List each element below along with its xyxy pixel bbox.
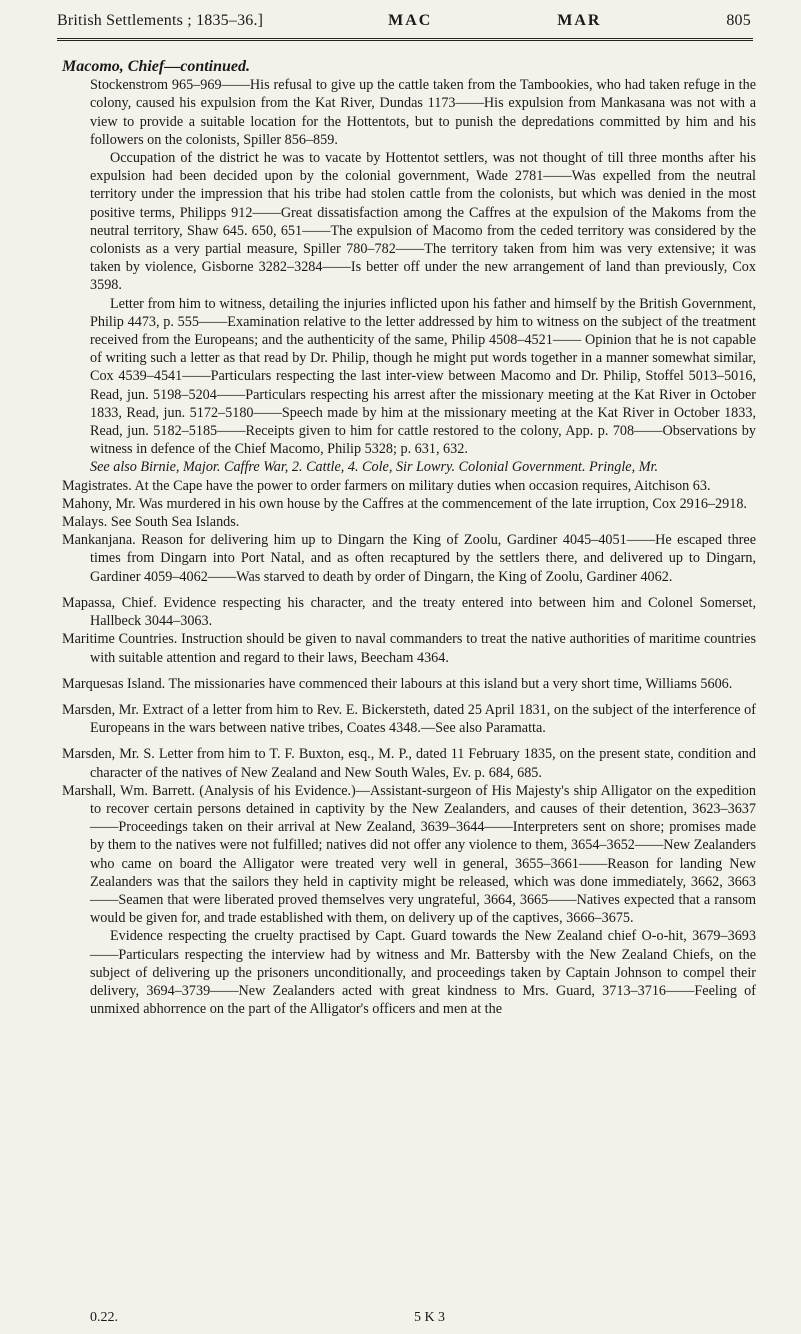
entry-paragraph: Letter from him to witness, detailing the injuries inflicted upon his father and himself by the British Government, Philip 4473, p. 555——Examination relative to the letter addressed by him to witness on the subject of the treatment received from the Europeans; and the authenticity of the same, Philip 4508–4521—— Opinion that he is not capable of writing such a letter as that read by Dr. Philip, though he might put words together in a manner somewhat similar, Cox 4539–4541——Particulars respecting the last inter-view between Macomo and Dr. Philip, Stoffel 5013–5016, Read, jun. 5198–5204——Particulars respecting his arrest after the missionary meeting at the Kat River in October 1833, Read, jun. 5172–5180——Speech made by him at the missionary meeting at the Kat River in October 1833, Read, jun. 5182–5185——Receipts given to him for cattle restored to the colony, App. p. 708——Observations by witness in defence of the Chief Macomo, Philip 5328; p. 631, 632. <box>90 295 756 458</box>
spacer <box>62 586 756 594</box>
header-catchword-right: MAR <box>557 12 602 29</box>
header-title: British Settlements ; 1835–36.] <box>57 12 264 29</box>
index-entry: Marquesas Island. The missionaries have commenced their labours at this island but a very short time, Williams 5606. <box>62 675 733 692</box>
entry-paragraph: Occupation of the district he was to vacate by Hottentot settlers, was not thought of till three months after his expulsion had been decided upon by the colonial government, Wade 2781——Was expelled from the neutral territory under the impression that his tribe had stolen cattle from the colonists, but which was denied in the most positive terms, Philipps 912——Great dissatisfaction among the Caffres at the expulsion of the Makoms from the neutral territory, Shaw 645. 650, 651——The expulsion of Macomo from the ceded territory was considered by the colonists as a very partial measure, Spiller 780–782——The territory taken from him was very extensive; it was taken by violence, Gisborne 3282–3284——Is better off under the new arrangement of land than previously, Cox 3598. <box>90 150 756 294</box>
signature-mark: 5 K 3 <box>413 1310 446 1325</box>
index-entry: Mapassa, Chief. Evidence respecting his character, and the treaty entered into between him and Colonel Somerset, Hallbeck 3044–3063. <box>62 594 756 630</box>
entry-paragraph: Evidence respecting the cruelty practised by Capt. Guard towards the New Zealand chief O-o-hit, 3679–3693——Particulars respecting the interview had by witness and Mr. Battersby with the New Zealand Chiefs, on the subject of delivering up the prisoners unconditionally, and proceedings taken by Captain Johnson to compel their delivery, 3694–3739——New Zealanders acted with great kindness to Mrs. Guard, 3713–3716——Feeling of unmixed abhorrence on the part of the Alligator's officers and men at the <box>90 928 756 1018</box>
index-entry: Maritime Countries. Instruction should be given to naval commanders to treat the native authorities of maritime countries with suitable attention and regard to their laws, Beecham 4364. <box>62 631 756 666</box>
running-header <box>57 12 751 30</box>
index-entry: Marsden, Mr. S. Letter from him to T. F. Buxton, esq., M. P., dated 11 February 1835, on the present state, condition and character of the natives of New Zealand and New South Wales, Ev. p. 684, 685. <box>62 746 756 781</box>
index-body <box>62 58 756 1018</box>
footer-reference: 0.22. <box>90 1310 118 1325</box>
page-number: 805 <box>726 12 751 29</box>
index-entry: Marsden, Mr. Extract of a letter from him to Rev. E. Bickersteth, dated 25 April 1831, on the subject of the interference of Europeans in the wars between native tribes, Coates 4348.—See also Paramatta. <box>62 701 756 737</box>
spacer <box>62 667 756 675</box>
entry-continuation: Stockenstrom 965–969——His refusal to give up the cattle taken from the Tambookies, who had taken refuge in the colony, caused his expulsion from the Kat River, Dundas 1173——His expulsion from Mankasana was not with a view to provide a suitable location for the Hottentots, but to punish the depredations committed by him and his followers on the colonists, Spiller 856–859. <box>90 77 756 148</box>
index-entry: Magistrates. At the Cape have the power to order farmers on military duties when occasion requires, Aitchison 63. <box>62 477 711 494</box>
spacer <box>62 737 756 745</box>
header-rule <box>57 38 753 41</box>
continued-heading: Macomo, Chief—continued. <box>62 58 251 75</box>
spacer <box>62 693 756 701</box>
index-entry: Mahony, Mr. Was murdered in his own house by the Caffres at the commencement of the late irruption, Cox 2916–2918. <box>62 495 747 512</box>
index-entry: Marshall, Wm. Barrett. (Analysis of his Evidence.)—Assistant-surgeon of His Majesty's ship Alligator on the expedition to recover certain persons detained in captivity by the New Zealanders, and causes of their detention, 3623–3637——Proceedings taken on their arrival at New Zealand, 3639–3644——Interpreters sent on shore; promises made by them to the natives were not fulfilled; natives did not offer any violence to them, 3654–3652——New Zealanders who came on board the Alligator were treated very well in general, 3655–3661——Reason for landing New Zealanders was that the sailors they held in captivity might be released, which was done immediately, 3662, 3663——Seamen that were liberated proved themselves very ungrateful, 3664, 3665——Natives expected that a ransom would be given for, and trade established with them, on delivery up of the captives, 3666–3675. <box>62 782 756 927</box>
header-catchword-left: MAC <box>388 12 433 29</box>
see-also-references: See also Birnie, Major. Caffre War, 2. Cattle, 4. Cole, Sir Lowry. Colonial Government. Pringle, Mr. <box>90 459 659 476</box>
index-entry: Mankanjana. Reason for delivering him up to Dingarn the King of Zoolu, Gardiner 4045–4051——He escaped three times from Dingarn into Port Natal, and as often recaptured by the settlers there, and delivered up to Dingarn, Gardiner 4059–4062——Was starved to death by order of Dingarn, the King of Zoolu, Gardiner 4062. <box>62 532 756 585</box>
page-footer <box>90 1310 741 1326</box>
index-entry: Malays. See South Sea Islands. <box>62 514 240 531</box>
